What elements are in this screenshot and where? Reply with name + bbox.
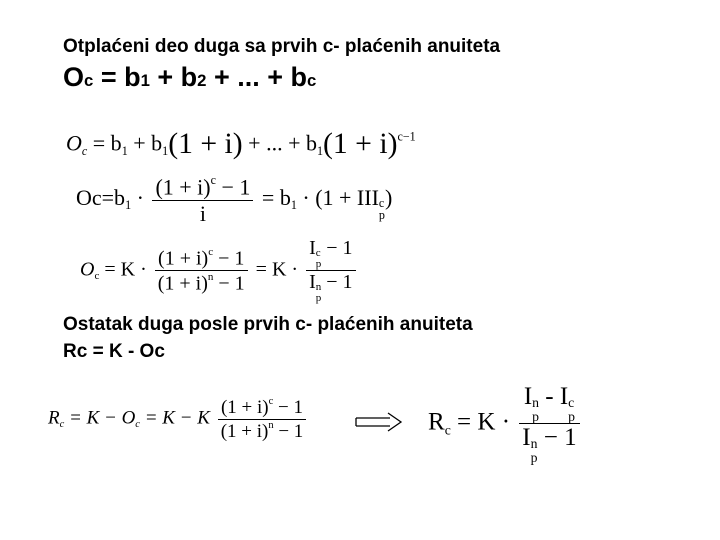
eq4-den-tail: − 1	[273, 420, 304, 442]
section1-title: Otplaćeni deo duga sa prvih c- plaćenih anuiteta	[63, 36, 501, 57]
eq2-fraction	[152, 174, 253, 226]
eq-b: = b	[93, 62, 141, 92]
eq2-rhs-close: )	[384, 184, 393, 210]
equation-1	[66, 128, 416, 161]
eq5-num-a: I	[523, 383, 533, 410]
eq3-lhs: O	[80, 258, 95, 281]
eq4-k: = K − K	[144, 407, 210, 429]
b2-sub: 2	[197, 71, 207, 90]
eq2-rhs: = b	[261, 184, 291, 210]
eq4-lhs-sub: c	[59, 419, 65, 431]
eq5-lhs: R	[428, 408, 445, 436]
eq2-rhs-sub2: p	[378, 208, 385, 223]
eq5-fraction	[519, 383, 579, 465]
eq3-num: (1 + i)	[158, 247, 209, 270]
eq4-den: (1 + i)	[220, 420, 269, 442]
section2-formula: Rc = K - Oc	[63, 341, 165, 362]
eq3-num2-sub: p	[315, 258, 322, 271]
eq3-den-tail: − 1	[213, 272, 245, 295]
bc-sub: c	[307, 71, 317, 90]
b1-sub: 1	[140, 71, 150, 90]
equation-2: $Oc=b_1$ · $\frac{(1 + i)^c - 1}{i}$ = $b_1 \cdot (1$ + III c p )	[76, 173, 393, 226]
eq4-num-tail: − 1	[273, 396, 303, 418]
eq4-lhs: R	[48, 407, 60, 429]
equation-4	[48, 396, 309, 442]
eq5-num-mid: - I	[539, 383, 569, 410]
eq5-num-a-sup: n	[532, 394, 540, 410]
eq3-den2-sub: p	[315, 292, 322, 305]
eq2-num-tail: − 1	[215, 174, 251, 200]
eq4-fraction	[218, 396, 307, 442]
eq3-num2-sup: c	[315, 247, 321, 260]
eq4-num: (1 + i)	[220, 396, 269, 418]
eq2-num: (1 + i)	[155, 174, 211, 200]
section1-formula	[63, 62, 316, 93]
eq2-den: i	[199, 200, 206, 226]
eq1-term1-sub: 1	[121, 143, 128, 158]
eq5-num-b-sub: p	[568, 408, 576, 424]
eq3-k1: = K ·	[104, 258, 147, 281]
eq1-lhs: O	[66, 130, 82, 156]
eq5-lhs-sub: c	[444, 422, 451, 438]
eq5-den-sub: p	[530, 449, 538, 465]
eq3-num2-tail: − 1	[321, 237, 353, 259]
eq1-term2-sub: 1	[162, 143, 169, 158]
eq4-num-exp: c	[268, 396, 274, 407]
eq1-exp: c−1	[397, 129, 416, 144]
eq1-term1: = b	[92, 130, 122, 156]
eq2-lhs: Oc=b	[76, 184, 126, 210]
eq2-rhs-sup: c	[378, 196, 385, 211]
eq3-den-exp: n	[207, 271, 214, 284]
eq1-term2: + b	[133, 130, 163, 156]
eq5-num-b-sup: c	[568, 394, 575, 410]
eq3-num-exp: c	[208, 245, 214, 258]
eq1-paren1: (1 + i)	[168, 128, 243, 160]
eq3-den2-sup: n	[315, 281, 322, 294]
eq5-k: = K ·	[457, 408, 511, 436]
eq4-mid: = K − O	[69, 407, 136, 429]
eq5-den: I	[522, 424, 531, 452]
eq4-den-exp: n	[268, 419, 274, 431]
eq3-den2: I	[309, 271, 316, 294]
eq5-num-a-sub: p	[532, 408, 540, 424]
eq3-den: (1 + i)	[157, 272, 208, 295]
eq5-den-sup: n	[530, 436, 538, 451]
eq1-paren2: (1 + i)	[323, 128, 398, 160]
o-sub: c	[84, 71, 94, 90]
eq3-fraction2	[306, 237, 355, 304]
eq1-term3-sub: 1	[316, 143, 324, 158]
eq3-num2: I	[309, 237, 316, 259]
equation-5	[428, 383, 583, 465]
plus-b: + b	[149, 62, 198, 92]
eq5-den-tail: − 1	[537, 424, 577, 452]
eq3-num-tail: − 1	[213, 247, 245, 270]
eq3-fraction1	[155, 246, 248, 296]
eq2-num-exp: c	[210, 173, 216, 187]
eq2-lhs-sub: 1	[125, 198, 132, 213]
eq1-term3: + ... + b	[248, 130, 317, 156]
implies-arrow-icon	[354, 412, 404, 432]
eq3-k2: = K ·	[255, 258, 299, 281]
o-symbol: O	[63, 62, 85, 92]
eq1-lhs-sub: c	[81, 143, 88, 158]
eq2-rhs-tail: · (1 + III	[296, 184, 379, 210]
equation-3	[80, 237, 359, 304]
eq3-lhs-sub: c	[94, 270, 100, 283]
plus-dots-b: + ... + b	[206, 62, 308, 92]
section2-title: Ostatak duga posle prvih c- plaćenih anuiteta	[63, 314, 473, 335]
eq4-mid-sub: c	[135, 419, 140, 431]
eq3-den2-tail: − 1	[321, 271, 353, 294]
eq2-rhs-sub: 1	[290, 198, 297, 213]
